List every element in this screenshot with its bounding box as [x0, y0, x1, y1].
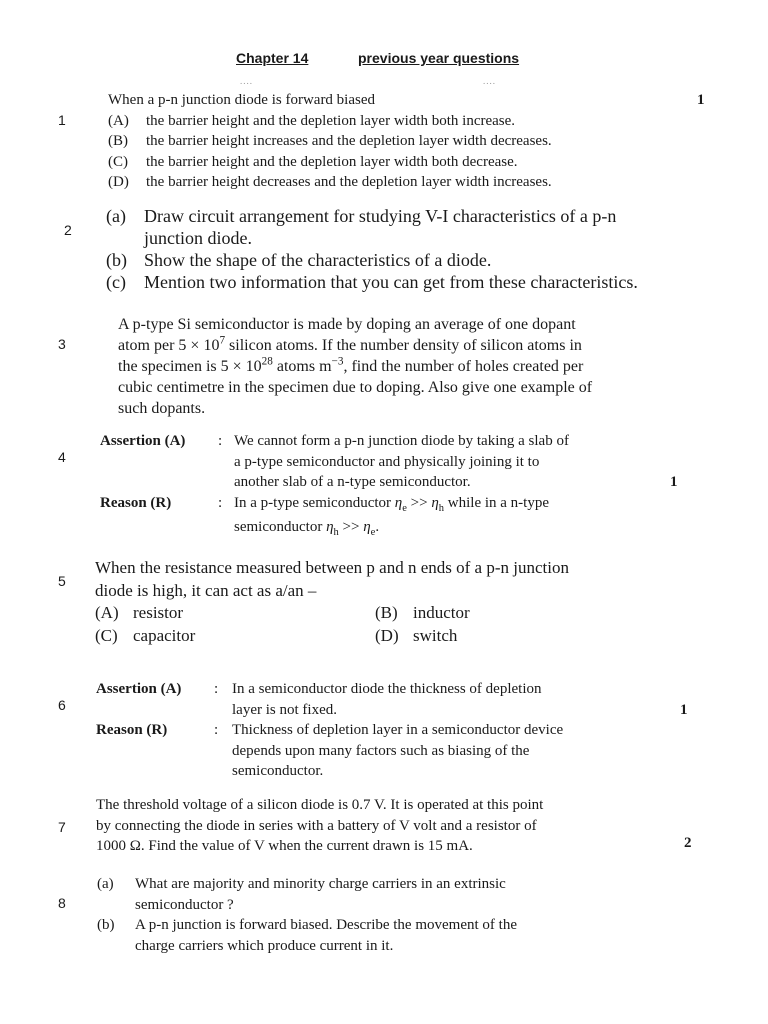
question-1: [108, 90, 552, 193]
chapter-title: Chapter 14: [236, 50, 309, 66]
question-part: (a) What are majority and minority charge carriers in an extrinsic: [97, 876, 506, 892]
scan-dots: ....: [483, 76, 496, 86]
question-5: [95, 557, 569, 647]
text-line: another slab of a n-type semiconductor.: [234, 474, 471, 490]
assertion-row: Assertion (A) : In a semiconductor diode the thickness of depletion: [96, 681, 542, 697]
option: (D) the barrier height decreases and the depletion layer width increases.: [108, 174, 552, 190]
text-line: by connecting the diode in series with a battery of V volt and a resistor of: [96, 817, 537, 834]
question-part: junction diode.: [144, 228, 252, 248]
question-7: [96, 795, 543, 857]
text-line: semiconductor.: [232, 763, 324, 779]
question-3: [118, 314, 592, 419]
question-part: charge carriers which produce current in it.: [135, 937, 394, 954]
question-stem: When a p-n junction diode is forward biased: [108, 92, 376, 108]
question-number: 3: [58, 336, 66, 352]
question-6: [96, 679, 563, 782]
text-line: diode is high, it can act as a/an –: [95, 580, 317, 600]
question-number: 2: [64, 222, 72, 238]
question-part: semiconductor ?: [135, 896, 234, 913]
scan-dots: ....: [240, 76, 253, 86]
text-line: atom per $5 \times 10^7$ silicon atoms. If the number density of silicon atoms in: [118, 334, 582, 354]
question-number: 7: [58, 819, 66, 835]
question-part: (a) Draw circuit arrangement for studying V-I characteristics of a p-n: [106, 206, 617, 226]
reason-row: Reason (R) : Thickness of depletion layer in a semiconductor device: [96, 722, 564, 738]
text-line: such dopants.: [118, 400, 206, 417]
question-2: [106, 205, 638, 293]
assertion-row: Assertion (A) : We cannot form a p-n junction diode by taking a slab of: [100, 433, 569, 449]
text-line: 1000 Ω. Find the value of V when the current drawn is 15 mA.: [96, 838, 473, 854]
text-line: layer is not fixed.: [232, 701, 337, 718]
question-part: (b) A p-n junction is forward biased. Describe the movement of the: [97, 917, 517, 933]
question-number: 5: [58, 573, 66, 589]
text-line: When the resistance measured between p and n ends of a p-n junction: [95, 558, 569, 577]
marks: 2: [684, 835, 692, 851]
question-4: [100, 431, 569, 538]
option: (B) the barrier height increases and the depletion layer width decreases.: [108, 133, 552, 149]
option: (C) the barrier height and the depletion layer width both decrease.: [108, 153, 518, 170]
marks: 1: [670, 474, 678, 490]
reason-row: Reason (R) : In a p-type semiconductor $\eta_e >> \eta_h$ while in a n-type: [100, 494, 550, 514]
question-part: (b) Show the shape of the characteristics of a diode.: [106, 250, 492, 270]
text-line: semiconductor $\eta_h >> \eta_e$.: [234, 519, 380, 538]
question-number: 4: [58, 449, 66, 465]
text-line: The threshold voltage of a silicon diode is 0.7 V. It is operated at this point: [96, 797, 544, 813]
question-part: (c) Mention two information that you can get from these characteristics.: [106, 272, 638, 292]
text-line: A p-type Si semiconductor is made by doping an average of one dopant: [118, 316, 576, 333]
option: (A) the barrier height and the depletion layer width both increase.: [108, 112, 516, 129]
marks: 1: [680, 702, 688, 718]
text-line: depends upon many factors such as biasing of the: [232, 742, 530, 759]
option-row: (A) resistor (B) inductor: [95, 603, 470, 622]
question-8: [97, 874, 517, 956]
question-number: 8: [58, 895, 66, 911]
option-row: (C) capacitor (D) switch: [95, 625, 458, 645]
question-number: 6: [58, 697, 66, 713]
text-line: the specimen is $5 \times 10^{28}$ atoms $m^{-3}$, find the number of holes created per: [118, 355, 584, 375]
page-subtitle: previous year questions: [358, 50, 520, 66]
marks: 1: [697, 92, 705, 108]
text-line: cubic centimetre in the specimen due to doping. Also give one example of: [118, 379, 593, 396]
question-number: 1: [58, 112, 66, 128]
text-line: a p-type semiconductor and physically joining it to: [234, 453, 540, 470]
